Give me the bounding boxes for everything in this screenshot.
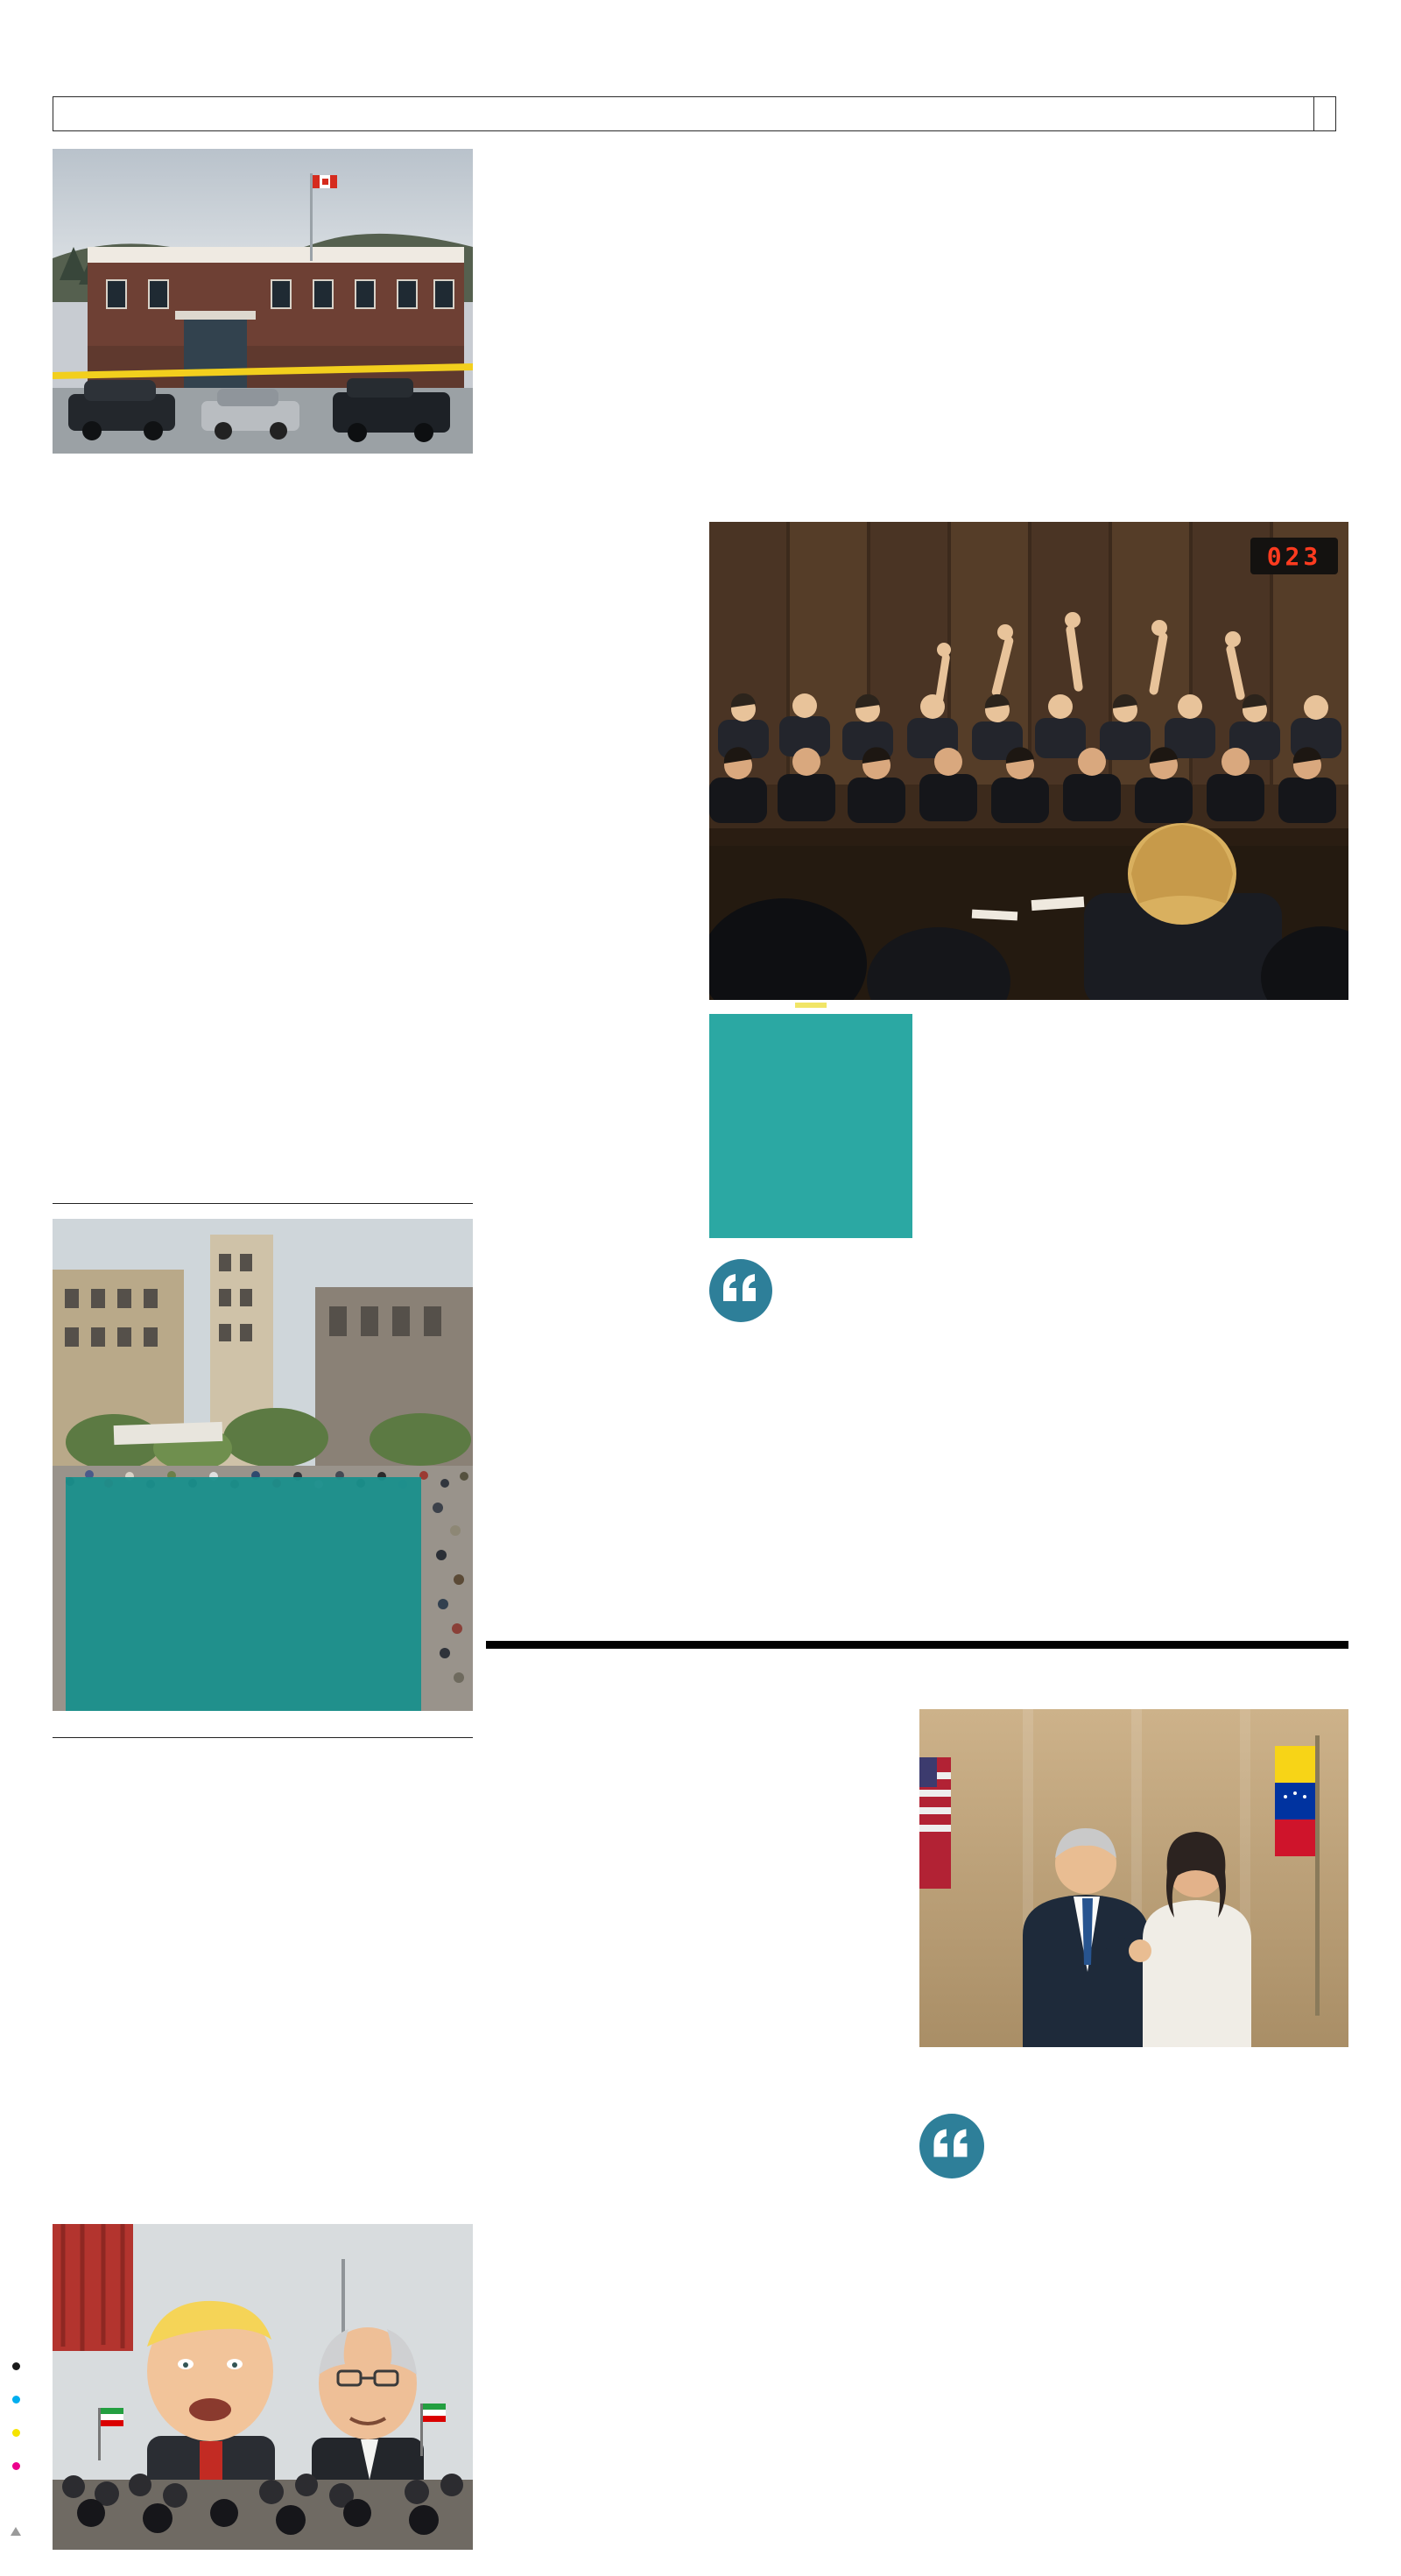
article-column bbox=[53, 802, 256, 1193]
article-column bbox=[1144, 2115, 1348, 2571]
photo-argentina-protest bbox=[53, 1219, 473, 1711]
thick-rule bbox=[486, 1641, 1348, 1649]
registration-dot-magenta bbox=[12, 2462, 20, 2470]
article-column bbox=[919, 2369, 1133, 2571]
iran-rally-illustration bbox=[53, 2224, 473, 2550]
registration-dot-yellow bbox=[12, 2429, 20, 2437]
photo-wright-rodriguez bbox=[919, 1709, 1348, 2047]
el-dato-box bbox=[709, 1014, 912, 1238]
quote-icon bbox=[709, 1259, 772, 1322]
article-column bbox=[53, 1956, 256, 2212]
registration-dot-cyan bbox=[12, 2396, 20, 2404]
registration-dot-black bbox=[12, 2362, 20, 2370]
el-dato-tag bbox=[795, 1003, 827, 1008]
photo-hearing bbox=[709, 522, 1348, 1000]
article-column bbox=[486, 2040, 696, 2571]
page-header bbox=[53, 96, 1336, 131]
handshake-illustration bbox=[919, 1709, 1348, 2047]
photo-canada-school bbox=[53, 149, 473, 454]
photo-iran-rally bbox=[53, 2224, 473, 2550]
section-rule bbox=[53, 1737, 473, 1738]
quote-icon bbox=[919, 2114, 982, 2177]
section-rule bbox=[53, 1203, 473, 1204]
milei-overlay-box bbox=[66, 1477, 421, 1711]
header-divider bbox=[1313, 97, 1314, 130]
article-column bbox=[266, 506, 473, 1193]
article-column bbox=[266, 1753, 473, 2212]
article-column bbox=[709, 1520, 916, 1626]
article-column bbox=[706, 1837, 914, 2571]
article-column bbox=[928, 1077, 1135, 1626]
canada-school-illustration bbox=[53, 149, 473, 454]
article-column bbox=[1144, 1077, 1348, 1626]
registration-triangle bbox=[11, 2527, 21, 2536]
kicker-epstein bbox=[489, 161, 497, 190]
article-column bbox=[486, 487, 696, 1625]
photo-clock-text: 023 bbox=[1266, 542, 1322, 571]
hearing-illustration bbox=[709, 522, 1348, 1000]
